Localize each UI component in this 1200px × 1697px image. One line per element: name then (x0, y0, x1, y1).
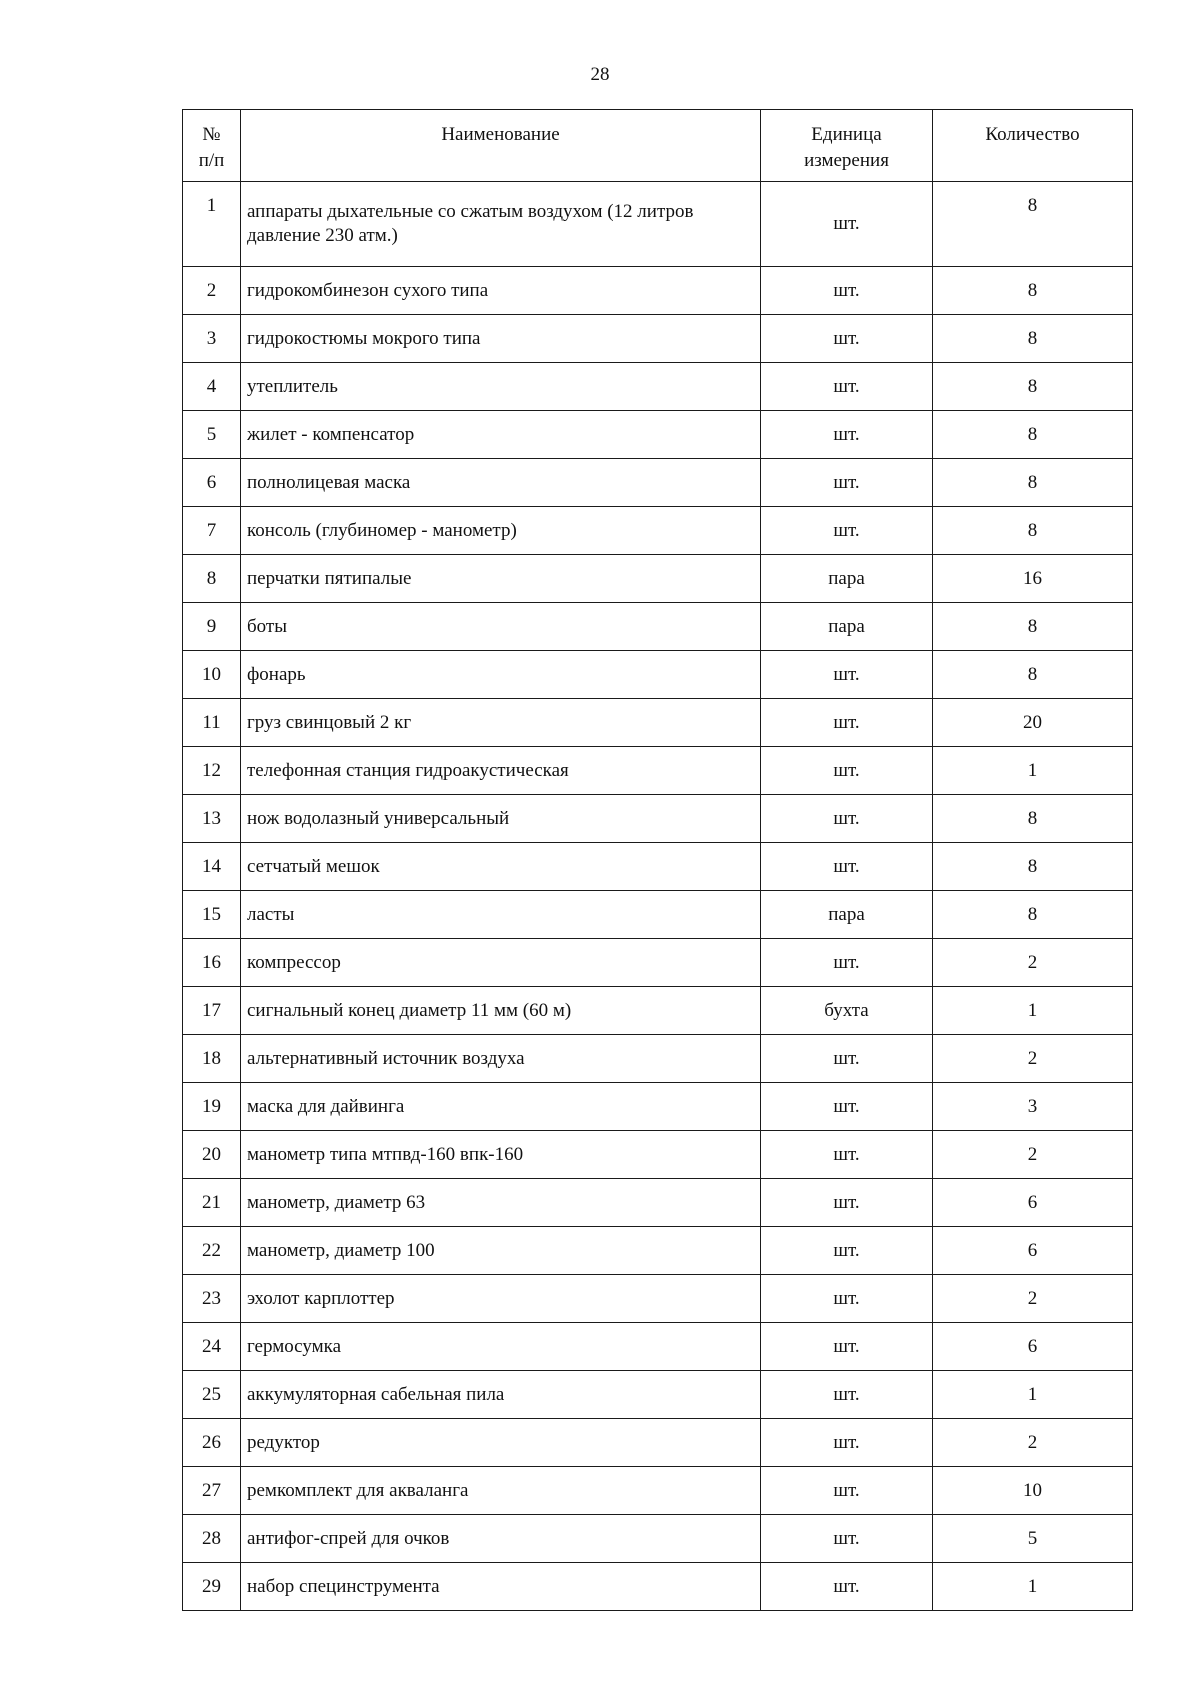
row-number-cell: 8 (183, 555, 241, 603)
item-name-cell: телефонная станция гидроакустическая (241, 747, 761, 795)
row-number-cell: 17 (183, 987, 241, 1035)
quantity-cell: 2 (933, 1131, 1133, 1179)
unit-cell: шт. (761, 1275, 933, 1323)
row-number-cell: 3 (183, 315, 241, 363)
unit-cell: шт. (761, 1467, 933, 1515)
row-number-cell: 7 (183, 507, 241, 555)
row-number-cell: 16 (183, 939, 241, 987)
unit-cell: шт. (761, 747, 933, 795)
equipment-table (182, 109, 1133, 1611)
quantity-cell: 2 (933, 1275, 1133, 1323)
table-row (183, 507, 1133, 555)
quantity-cell: 8 (933, 459, 1133, 507)
item-name-cell: груз свинцовый 2 кг (241, 699, 761, 747)
quantity-cell: 10 (933, 1467, 1133, 1515)
unit-cell: пара (761, 891, 933, 939)
header-row (183, 110, 1133, 182)
table-row (183, 699, 1133, 747)
unit-cell: шт. (761, 315, 933, 363)
unit-cell: шт. (761, 699, 933, 747)
unit-cell: шт. (761, 843, 933, 891)
quantity-cell: 1 (933, 1563, 1133, 1611)
quantity-cell: 3 (933, 1083, 1133, 1131)
unit-cell: шт. (761, 411, 933, 459)
quantity-cell: 8 (933, 507, 1133, 555)
item-name-cell: фонарь (241, 651, 761, 699)
item-name-cell: редуктор (241, 1419, 761, 1467)
quantity-cell: 8 (933, 182, 1133, 267)
table-row (183, 843, 1133, 891)
quantity-cell: 6 (933, 1323, 1133, 1371)
unit-cell: шт. (761, 1083, 933, 1131)
table-row (183, 1419, 1133, 1467)
row-number-cell: 25 (183, 1371, 241, 1419)
quantity-cell: 8 (933, 843, 1133, 891)
header-number-line1: № (202, 124, 221, 145)
unit-cell: шт. (761, 1227, 933, 1275)
row-number-cell: 21 (183, 1179, 241, 1227)
quantity-cell: 2 (933, 1035, 1133, 1083)
row-number-cell: 12 (183, 747, 241, 795)
item-name-cell: компрессор (241, 939, 761, 987)
equipment-table-container (182, 109, 1132, 1611)
unit-cell: шт. (761, 363, 933, 411)
unit-cell: бухта (761, 987, 933, 1035)
header-unit-line1: Единица (811, 124, 882, 145)
item-name-cell: сигнальный конец диаметр 11 мм (60 м) (241, 987, 761, 1035)
quantity-cell: 2 (933, 1419, 1133, 1467)
header-name-text: Наименование (441, 124, 560, 145)
item-name-cell: нож водолазный универсальный (241, 795, 761, 843)
table-row (183, 363, 1133, 411)
table-row (183, 1083, 1133, 1131)
item-name-cell: маска для дайвинга (241, 1083, 761, 1131)
unit-cell: шт. (761, 1131, 933, 1179)
item-name-cell: антифог-спрей для очков (241, 1515, 761, 1563)
unit-cell: шт. (761, 182, 933, 267)
item-name-cell: консоль (глубиномер - манометр) (241, 507, 761, 555)
row-number-cell: 9 (183, 603, 241, 651)
quantity-cell: 6 (933, 1179, 1133, 1227)
table-row (183, 1275, 1133, 1323)
table-row (183, 747, 1133, 795)
unit-cell: пара (761, 555, 933, 603)
unit-cell: шт. (761, 459, 933, 507)
item-name-cell: гермосумка (241, 1323, 761, 1371)
quantity-cell: 16 (933, 555, 1133, 603)
unit-cell: шт. (761, 1419, 933, 1467)
table-row (183, 1371, 1133, 1419)
row-number-cell: 28 (183, 1515, 241, 1563)
row-number-cell: 15 (183, 891, 241, 939)
quantity-cell: 6 (933, 1227, 1133, 1275)
header-number (183, 110, 241, 182)
item-name-cell: аккумуляторная сабельная пила (241, 1371, 761, 1419)
table-header (183, 110, 1133, 182)
header-unit-line2: измерения (804, 150, 889, 171)
quantity-cell: 8 (933, 363, 1133, 411)
row-number-cell: 10 (183, 651, 241, 699)
unit-cell: шт. (761, 1515, 933, 1563)
row-number-cell: 20 (183, 1131, 241, 1179)
row-number-cell: 13 (183, 795, 241, 843)
unit-cell: шт. (761, 1179, 933, 1227)
row-number-cell: 23 (183, 1275, 241, 1323)
table-row (183, 891, 1133, 939)
unit-cell: шт. (761, 267, 933, 315)
page-number: 28 (590, 64, 610, 85)
header-number-line2: п/п (198, 150, 225, 171)
header-quantity-text: Количество (985, 124, 1080, 145)
table-row (183, 1323, 1133, 1371)
item-name-cell: сетчатый мешок (241, 843, 761, 891)
row-number-cell: 24 (183, 1323, 241, 1371)
quantity-cell: 1 (933, 747, 1133, 795)
table-row (183, 651, 1133, 699)
row-number-cell: 22 (183, 1227, 241, 1275)
row-number-cell: 18 (183, 1035, 241, 1083)
quantity-cell: 1 (933, 1371, 1133, 1419)
quantity-cell: 2 (933, 939, 1133, 987)
row-number-cell: 26 (183, 1419, 241, 1467)
table-row (183, 1515, 1133, 1563)
table-row (183, 1035, 1133, 1083)
row-number-cell: 4 (183, 363, 241, 411)
header-unit (761, 110, 933, 182)
quantity-cell: 8 (933, 891, 1133, 939)
unit-cell: шт. (761, 1035, 933, 1083)
item-name-cell: альтернативный источник воздуха (241, 1035, 761, 1083)
item-name-cell: манометр типа мтпвд-160 впк-160 (241, 1131, 761, 1179)
quantity-cell: 8 (933, 267, 1133, 315)
item-name-cell: ремкомплект для акваланга (241, 1467, 761, 1515)
item-name-cell: полнолицевая маска (241, 459, 761, 507)
row-number-cell: 27 (183, 1467, 241, 1515)
row-number-cell: 11 (183, 699, 241, 747)
unit-cell: пара (761, 603, 933, 651)
unit-cell: шт. (761, 1563, 933, 1611)
row-number-cell: 2 (183, 267, 241, 315)
table-row (183, 1179, 1133, 1227)
item-name-cell: манометр, диаметр 63 (241, 1179, 761, 1227)
item-name-cell: утеплитель (241, 363, 761, 411)
row-number-cell: 5 (183, 411, 241, 459)
table-body (183, 182, 1133, 1611)
table-row (183, 1131, 1133, 1179)
quantity-cell: 8 (933, 603, 1133, 651)
table-row (183, 1563, 1133, 1611)
item-name-cell: набор специнструмента (241, 1563, 761, 1611)
row-number-cell: 29 (183, 1563, 241, 1611)
quantity-cell: 8 (933, 411, 1133, 459)
table-row (183, 795, 1133, 843)
quantity-cell: 8 (933, 315, 1133, 363)
quantity-cell: 20 (933, 699, 1133, 747)
table-row (183, 987, 1133, 1035)
unit-cell: шт. (761, 651, 933, 699)
item-name-cell: боты (241, 603, 761, 651)
quantity-cell: 8 (933, 795, 1133, 843)
quantity-cell: 1 (933, 987, 1133, 1035)
table-row (183, 182, 1133, 267)
unit-cell: шт. (761, 1323, 933, 1371)
row-number-cell: 6 (183, 459, 241, 507)
table-row (183, 939, 1133, 987)
item-name-cell: гидрокомбинезон сухого типа (241, 267, 761, 315)
header-quantity (933, 110, 1133, 182)
table-row (183, 411, 1133, 459)
header-name (241, 110, 761, 182)
table-row (183, 1227, 1133, 1275)
item-name-cell: манометр, диаметр 100 (241, 1227, 761, 1275)
item-name-cell: аппараты дыхательные со сжатым воздухом (12 литров давление 230 атм.) (241, 182, 761, 267)
table-row (183, 459, 1133, 507)
table-row (183, 267, 1133, 315)
row-number-cell: 1 (183, 182, 241, 267)
unit-cell: шт. (761, 939, 933, 987)
unit-cell: шт. (761, 795, 933, 843)
table-row (183, 1467, 1133, 1515)
item-name-cell: эхолот карплоттер (241, 1275, 761, 1323)
row-number-cell: 19 (183, 1083, 241, 1131)
table-row (183, 603, 1133, 651)
unit-cell: шт. (761, 507, 933, 555)
row-number-cell: 14 (183, 843, 241, 891)
item-name-cell: гидрокостюмы мокрого типа (241, 315, 761, 363)
unit-cell: шт. (761, 1371, 933, 1419)
item-name-cell: ласты (241, 891, 761, 939)
quantity-cell: 8 (933, 651, 1133, 699)
table-row (183, 555, 1133, 603)
table-row (183, 315, 1133, 363)
item-name-cell: жилет - компенсатор (241, 411, 761, 459)
item-name-cell: перчатки пятипалые (241, 555, 761, 603)
quantity-cell: 5 (933, 1515, 1133, 1563)
